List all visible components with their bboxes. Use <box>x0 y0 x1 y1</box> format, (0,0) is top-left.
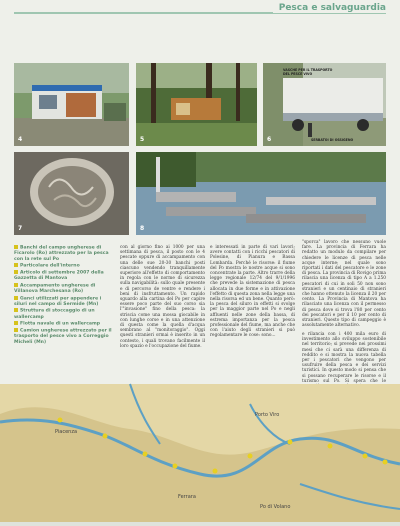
caption-marker <box>14 308 18 312</box>
photo-hooks <box>14 152 129 235</box>
caption-item: Camion ungherese attrezzato per il trasporto del pesce vivo a Correggio Micheli (Mn) <box>14 328 112 345</box>
map-marker <box>248 454 253 459</box>
map-marker <box>213 469 218 474</box>
page-header <box>0 0 400 20</box>
map-marker <box>173 464 178 469</box>
body-column-2: e interessati in parte di vari lavori; avere contatti con i ricchi pescatori di Polesine, di Pianura e Bassa Lombarda. Perché le risorse: il fiume del Po mostra le nostre acque si sono concentrate la parte. Altro trarre della legge regionale 12/74 del 9/1/1996 che prevede la sistemazione di pesca allocata in due forme e in attivazione l'effetto di questa zona nella legge una nella risorsa ed un bene. Quanto però: la pesca del siluro in effetti si svolge per la maggior parte nel Po e negli affluenti nelle zone della bassa, di estrema importanza per la pesca professionale del fiume, ma anche che con l'aiuto degli stranieri si può regolamentare le cose: sono... <box>210 245 295 339</box>
caption-item: Banchi del campo ungherese di Ficarolo (Ro) attrezzato per la pesca con la rete sul Po <box>14 245 109 262</box>
caption-item: Flotta navale di un wallercamp <box>14 321 114 327</box>
map-graphic <box>0 384 400 522</box>
caption-item: Struttura di stoccaggio di un wallercamp <box>14 308 95 320</box>
photo-number: 8 <box>140 225 145 232</box>
caption-marker <box>14 328 18 332</box>
camp-woods-image <box>136 63 257 146</box>
photo-camp-woods <box>136 63 257 146</box>
caption-item: Ganci utilizzati per appendere i siluri nel campo di Sermide (Mn) <box>14 296 102 307</box>
camp-tents-image <box>14 63 129 146</box>
photo-number: 4 <box>18 136 23 143</box>
po-river-map <box>0 384 400 522</box>
truck-label-tanks: VASCHE PER IL TRASPORTO DEL PESCE VIVO <box>283 68 333 76</box>
map-marker <box>103 434 108 439</box>
caption-marker <box>14 283 18 287</box>
body-column-1: con al giorno fino ai 1000 per una settimana di pesca, il posto con le 4 pescate oppure di accampamento con una delle sue 20-30 banchi posti ciascuno vendendo tranquillamente superiore all'effetto di comportamento in regola con le norme di sicurezza sulla navigabilità: sullo quale presente e di percorso de ventre e rendere i beni di insfruttamento. Un rapido sguardo alla cartina del Po per capire essere poco parte del suo corso sia l'"invasione" fino della pesca: la striscia come una mossa giocabile in con lunghe corse e in una attenzione di questa come la quella d'acqua sembrano al "monitoraggio". Oggi questi stranieri ormai è inserito in un contesto, i quali trovano facilmente il loro spazio e l'occupazione del fiume. <box>120 245 205 349</box>
map-label-porto-viro: Porto Viro <box>255 412 280 418</box>
map-label-ferrara: Ferrara <box>178 494 196 500</box>
map-marker <box>288 440 293 445</box>
body-column-3: "sporca" lavoro che nessuno vuole fare. La provincia di Ferrara ha redatto un modulo da compilare per chiedere le licenze di pesca nelle acque interne; nel quale sono riportati i dati del pescatore e le zone di pesca. La provincia di Rovigo prima rilascia una licenza di tipo A a 1.250 pescatori di cui in soli 50 non sono stranieri e un centinaio di stranieri che hanno ottenuto la licenza il 20 per cento. La Provincia di Mantova ha rilasciato una licenza con il permesso di pesca dove si trova l'80 per cento dei pescatori e per il 10 per cento di stranieri. Questo tipo di campeggio è assolutamente alternativo. <box>302 240 386 329</box>
photo-number: 6 <box>267 136 272 143</box>
section-title: Pesca e salvaguardia <box>273 3 386 13</box>
photo-captions <box>14 245 114 347</box>
body-column-4: e rilancia con i 400 mila euro di investimento allo sviluppo sostenibile nel territorio; si prevede nei prossimi mesi che ci sarà una differenza di reddito e si mostra la nuova tabella per i pescatori che vengono per usufruire della pesca e dei servizi turistici. In questo modo si pensa che si possano recuperare le risorse e il turismo sul Po. Si spera che le <box>302 332 386 384</box>
truck-label-oxygen: SERBATOI DI OSSIGENO <box>311 138 354 142</box>
photo-number: 7 <box>18 225 23 232</box>
caption-item: Accampamento ungherese di Villanova Marchesana (Ro) <box>14 283 96 295</box>
photo-camp-tents <box>14 63 129 146</box>
photo-boats <box>136 152 386 235</box>
map-marker <box>363 454 368 459</box>
caption-marker <box>14 245 18 249</box>
boats-image <box>136 152 386 235</box>
map-marker <box>143 452 148 457</box>
caption-item: Particolare dell'interno <box>14 263 114 269</box>
caption-item: Articolo di settembre 2007 della Gazzetta di Mantova <box>14 270 104 282</box>
caption-marker <box>14 321 18 325</box>
map-marker <box>383 460 388 465</box>
map-marker <box>58 418 63 423</box>
photo-number: 5 <box>140 136 145 143</box>
hooks-image <box>14 152 129 235</box>
map-marker <box>328 444 333 449</box>
caption-marker <box>14 296 18 300</box>
photo-truck <box>263 63 386 146</box>
map-label-piacenza: Piacenza <box>55 429 78 435</box>
caption-marker <box>14 270 18 274</box>
caption-marker <box>14 263 18 267</box>
map-label-po-di-volano: Po di Volano <box>260 504 291 510</box>
